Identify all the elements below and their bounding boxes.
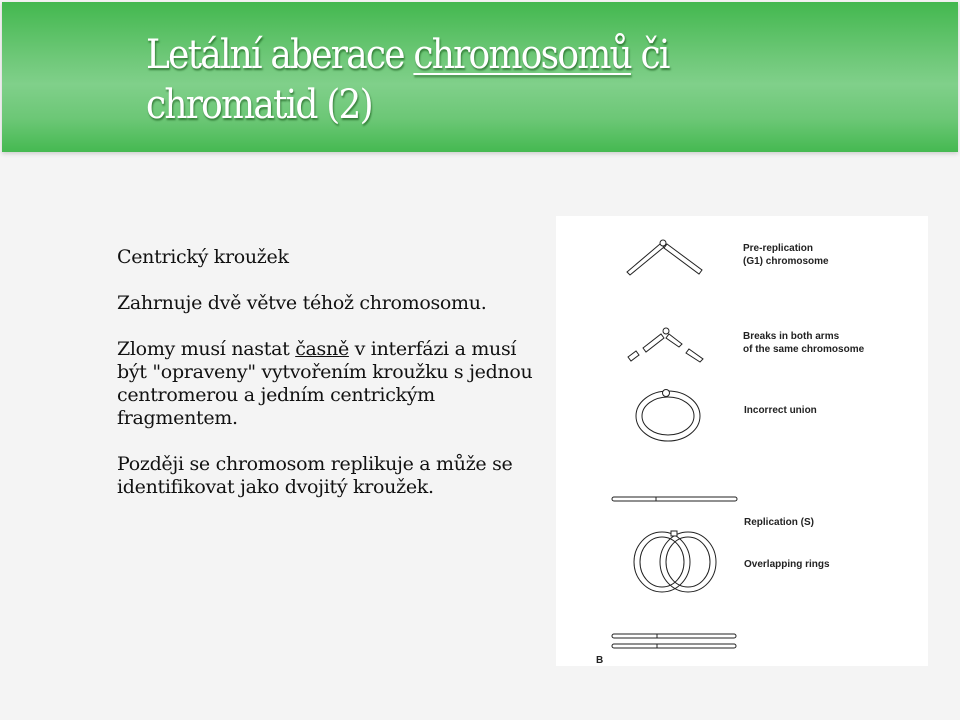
chromosome-figure xyxy=(556,216,928,666)
title-text-end: či chromatid (2) xyxy=(146,32,669,128)
broken-chromosome xyxy=(628,328,703,362)
label-incorrect-union: Incorrect union xyxy=(744,405,817,416)
paragraph-text: Zlomy musí nastat xyxy=(117,338,296,360)
centric-ring xyxy=(636,390,700,442)
double-rods xyxy=(612,634,736,648)
figure-drawing xyxy=(556,216,928,666)
paragraph-text: v interfázi a musí být "opraveny" vytvořením kroužku s jednou centromerou a jedním centrickým fragmentem. xyxy=(117,338,533,429)
paragraph-centric-ring: Centrický kroužek xyxy=(117,246,289,268)
slide-title xyxy=(146,30,848,130)
pre-replication-chromosome xyxy=(627,240,702,275)
replicated-rod xyxy=(612,497,737,501)
paragraph-two-arms: Zahrnuje dvě větve téhož chromosomu. xyxy=(117,292,487,314)
label-panel-letter: B xyxy=(596,655,604,666)
label-breaks: Breaks in both arms of the same chromosome xyxy=(743,331,865,355)
label-pre-replication: Pre-replication (G1) chromosome xyxy=(743,243,829,267)
link-casne[interactable]: časně xyxy=(295,338,349,360)
paragraph-breaks xyxy=(117,338,537,430)
title-text: Letální aberace xyxy=(146,32,414,78)
label-replication: Replication (S) xyxy=(744,517,815,528)
label-overlapping-rings: Overlapping rings xyxy=(744,559,830,570)
paragraph-replication: Později se chromosom replikuje a může se identifikovat jako dvojitý kroužek. xyxy=(117,453,513,498)
title-link-chromosomu[interactable]: chromosomů xyxy=(413,32,631,78)
overlapping-rings xyxy=(634,531,716,592)
slide-header xyxy=(2,2,958,152)
slide-body xyxy=(117,246,537,522)
